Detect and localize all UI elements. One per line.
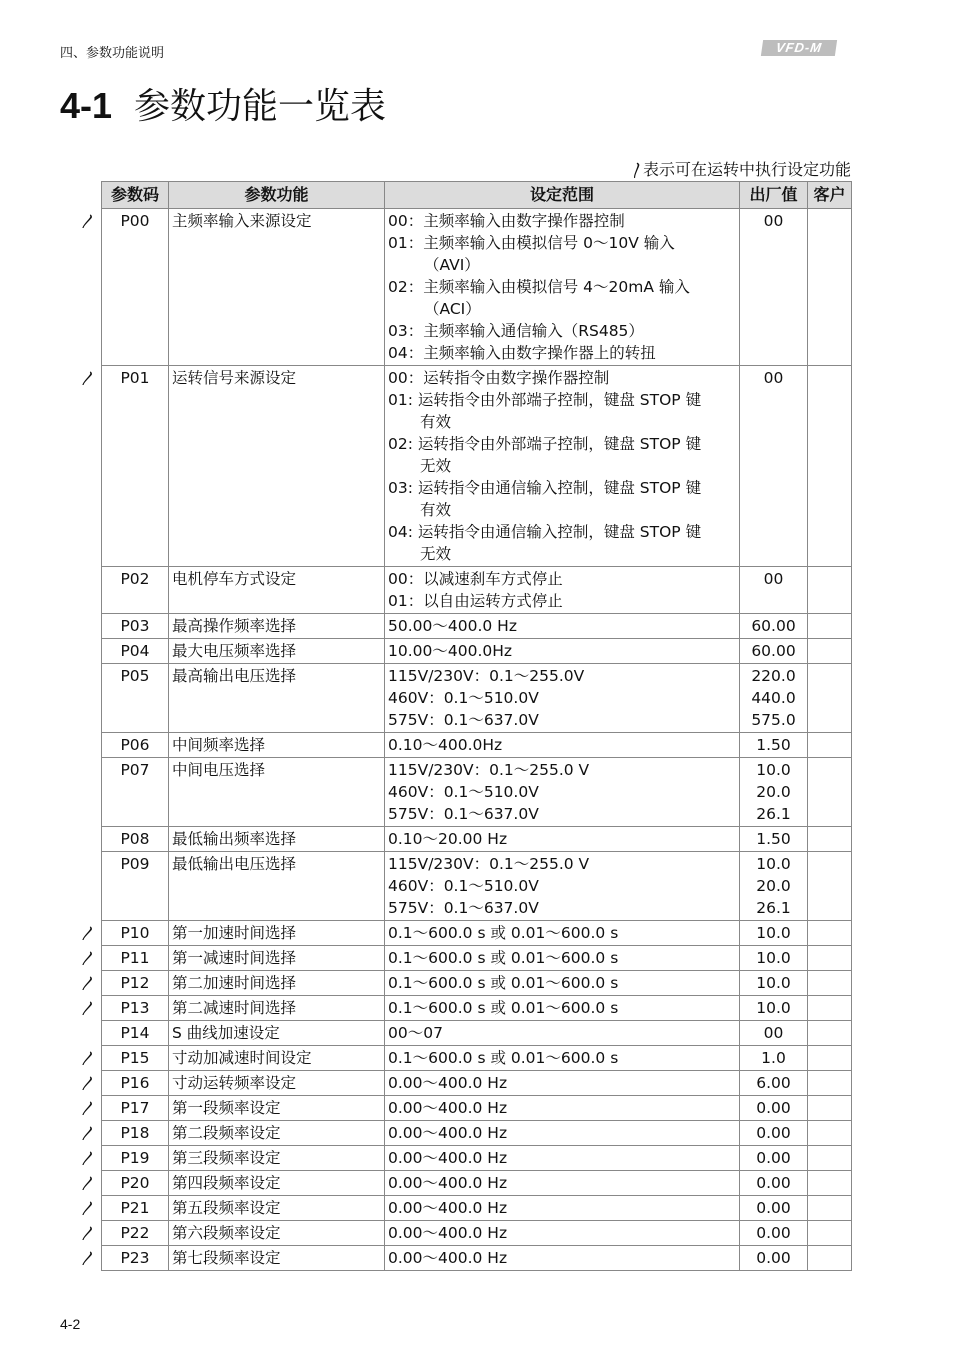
default-value: 1.50 xyxy=(756,736,791,754)
param-customer xyxy=(808,1046,852,1071)
default-value: 0.00 xyxy=(756,1099,791,1117)
param-range xyxy=(385,852,740,921)
table-row xyxy=(102,1246,852,1271)
default-value: 26.1 xyxy=(756,805,791,823)
range-line: 00～07 xyxy=(388,1024,443,1042)
param-default xyxy=(740,827,808,852)
param-default xyxy=(740,614,808,639)
param-default xyxy=(740,1021,808,1046)
range-line: 0.1～600.0 s 或 0.01～600.0 s xyxy=(388,999,619,1017)
range-line: 10.00～400.0Hz xyxy=(388,642,513,660)
param-code: P08 xyxy=(102,827,169,852)
col-header-code: 参数码 xyxy=(102,182,169,209)
param-range xyxy=(385,1146,740,1171)
param-function: 最低输出电压选择 xyxy=(169,852,385,921)
param-range xyxy=(385,921,740,946)
table-row xyxy=(102,758,852,827)
range-line: 0.10～20.00 Hz xyxy=(388,830,508,848)
legend-text: 表示可在运转中执行设定功能 xyxy=(642,160,851,179)
param-default xyxy=(740,366,808,567)
range-line: 115V/230V：0.1～255.0V xyxy=(388,667,585,685)
param-range xyxy=(385,614,740,639)
range-line: 460V：0.1～510.0V xyxy=(388,877,539,895)
range-line: 0.1～600.0 s 或 0.01～600.0 s xyxy=(388,924,619,942)
param-code: P17 xyxy=(102,1096,169,1121)
param-customer xyxy=(808,1221,852,1246)
param-function: 中间频率选择 xyxy=(169,733,385,758)
range-line: 02: 运转指令由外部端子控制，键盘 STOP 键 xyxy=(388,435,702,453)
title-text: 参数功能一览表 xyxy=(134,86,387,127)
param-range xyxy=(385,1246,740,1271)
param-function: S 曲线加速设定 xyxy=(169,1021,385,1046)
param-default xyxy=(740,209,808,366)
param-customer xyxy=(808,1121,852,1146)
param-code: P20 xyxy=(102,1171,169,1196)
default-value: 0.00 xyxy=(756,1174,791,1192)
runtime-settable-icon: 〳 xyxy=(80,1075,94,1092)
default-value: 00 xyxy=(763,369,784,387)
table-row xyxy=(102,614,852,639)
param-code: P10 xyxy=(102,921,169,946)
table-row xyxy=(102,1096,852,1121)
param-function: 第五段频率设定 xyxy=(169,1196,385,1221)
runtime-settable-icon: 〳 xyxy=(80,213,94,230)
default-value: 220.0 xyxy=(751,667,796,685)
table-row xyxy=(102,946,852,971)
param-default xyxy=(740,733,808,758)
param-default xyxy=(740,921,808,946)
param-default xyxy=(740,1121,808,1146)
param-function: 寸动加减速时间设定 xyxy=(169,1046,385,1071)
runtime-settable-icon: 〳 xyxy=(80,1225,94,1242)
range-line: 00：以减速刹车方式停止 xyxy=(388,570,563,588)
param-range xyxy=(385,946,740,971)
runtime-settable-icon: 〳 xyxy=(80,1150,94,1167)
table-row xyxy=(102,664,852,733)
default-value: 00 xyxy=(763,212,784,230)
table-header-row xyxy=(102,182,852,209)
default-value: 00 xyxy=(763,570,784,588)
range-line: 575V：0.1～637.0V xyxy=(388,805,539,823)
table-row xyxy=(102,209,852,366)
default-value: 20.0 xyxy=(756,877,791,895)
param-customer xyxy=(808,1071,852,1096)
default-value: 60.00 xyxy=(751,617,796,635)
runtime-settable-icon: 〳 xyxy=(627,161,646,181)
param-code: P18 xyxy=(102,1121,169,1146)
param-function: 最低输出频率选择 xyxy=(169,827,385,852)
runtime-settable-icon: 〳 xyxy=(80,925,94,942)
section-header: 四、参数功能说明 xyxy=(60,46,165,61)
param-range xyxy=(385,1021,740,1046)
table-row xyxy=(102,1221,852,1246)
param-customer xyxy=(808,827,852,852)
param-range xyxy=(385,733,740,758)
param-customer xyxy=(808,614,852,639)
param-code: P06 xyxy=(102,733,169,758)
runtime-settable-icon: 〳 xyxy=(80,950,94,967)
param-function: 第一加速时间选择 xyxy=(169,921,385,946)
param-default xyxy=(740,971,808,996)
range-line: 01：主频率输入由模拟信号 0～10V 输入 xyxy=(388,234,675,252)
page-title xyxy=(60,78,386,129)
param-function: 第一减速时间选择 xyxy=(169,946,385,971)
param-range xyxy=(385,366,740,567)
param-customer xyxy=(808,1196,852,1221)
range-line: 0.00～400.0 Hz xyxy=(388,1099,508,1117)
param-function: 最高操作频率选择 xyxy=(169,614,385,639)
param-customer xyxy=(808,639,852,664)
param-default xyxy=(740,1146,808,1171)
param-default xyxy=(740,664,808,733)
col-header-function: 参数功能 xyxy=(169,182,385,209)
runtime-settable-icon: 〳 xyxy=(80,975,94,992)
range-line: 有效 xyxy=(420,501,452,519)
runtime-settable-icon: 〳 xyxy=(80,1125,94,1142)
param-default xyxy=(740,639,808,664)
param-code: P16 xyxy=(102,1071,169,1096)
table-row xyxy=(102,1071,852,1096)
param-customer xyxy=(808,664,852,733)
range-line: 0.10～400.0Hz xyxy=(388,736,503,754)
range-line: 01：以自由运转方式停止 xyxy=(388,592,563,610)
col-header-range: 设定范围 xyxy=(385,182,740,209)
param-default xyxy=(740,1171,808,1196)
runtime-settable-icon: 〳 xyxy=(80,1250,94,1267)
param-customer xyxy=(808,733,852,758)
table-row xyxy=(102,1121,852,1146)
runtime-settable-icon: 〳 xyxy=(80,370,94,387)
param-default xyxy=(740,1221,808,1246)
param-code: P15 xyxy=(102,1046,169,1071)
param-default xyxy=(740,1196,808,1221)
param-customer xyxy=(808,1146,852,1171)
range-line: 575V：0.1～637.0V xyxy=(388,899,539,917)
param-range xyxy=(385,567,740,614)
range-line: 03：主频率输入通信输入（RS485） xyxy=(388,322,644,340)
table-row xyxy=(102,996,852,1021)
range-line: 0.00～400.0 Hz xyxy=(388,1124,508,1142)
param-code: P14 xyxy=(102,1021,169,1046)
default-value: 575.0 xyxy=(751,711,796,729)
param-function: 第三段频率设定 xyxy=(169,1146,385,1171)
param-code: P22 xyxy=(102,1221,169,1246)
param-range xyxy=(385,971,740,996)
range-line: 0.00～400.0 Hz xyxy=(388,1074,508,1092)
default-value: 10.0 xyxy=(756,924,791,942)
table-row xyxy=(102,921,852,946)
default-value: 1.50 xyxy=(756,830,791,848)
range-line: 0.00～400.0 Hz xyxy=(388,1224,508,1242)
param-range xyxy=(385,827,740,852)
table-row xyxy=(102,733,852,758)
range-line: 460V：0.1～510.0V xyxy=(388,783,539,801)
param-function: 第二段频率设定 xyxy=(169,1121,385,1146)
param-customer xyxy=(808,1021,852,1046)
param-customer xyxy=(808,971,852,996)
col-header-default: 出厂值 xyxy=(740,182,808,209)
param-range xyxy=(385,1096,740,1121)
param-function: 第一段频率设定 xyxy=(169,1096,385,1121)
param-code: P02 xyxy=(102,567,169,614)
default-value: 0.00 xyxy=(756,1149,791,1167)
param-code: P23 xyxy=(102,1246,169,1271)
param-code: P05 xyxy=(102,664,169,733)
range-line: 0.00～400.0 Hz xyxy=(388,1199,508,1217)
param-default xyxy=(740,852,808,921)
param-range xyxy=(385,1196,740,1221)
range-line: （ACI） xyxy=(424,300,481,318)
range-line: 0.00～400.0 Hz xyxy=(388,1149,508,1167)
param-function: 第二加速时间选择 xyxy=(169,971,385,996)
param-default xyxy=(740,567,808,614)
param-customer xyxy=(808,209,852,366)
param-range xyxy=(385,1046,740,1071)
default-value: 10.0 xyxy=(756,949,791,967)
default-value: 10.0 xyxy=(756,761,791,779)
range-line: 0.1～600.0 s 或 0.01～600.0 s xyxy=(388,949,619,967)
range-line: 00：主频率输入由数字操作器控制 xyxy=(388,212,625,230)
table-row xyxy=(102,1021,852,1046)
param-range xyxy=(385,639,740,664)
param-function: 主频率输入来源设定 xyxy=(169,209,385,366)
param-customer xyxy=(808,1171,852,1196)
range-line: 00：运转指令由数字操作器控制 xyxy=(388,369,610,387)
table-row xyxy=(102,1046,852,1071)
param-customer xyxy=(808,1096,852,1121)
param-code: P03 xyxy=(102,614,169,639)
param-default xyxy=(740,1246,808,1271)
param-function: 寸动运转频率设定 xyxy=(169,1071,385,1096)
param-range xyxy=(385,209,740,366)
default-value: 0.00 xyxy=(756,1249,791,1267)
table-body xyxy=(102,209,852,1271)
range-line: 0.00～400.0 Hz xyxy=(388,1249,508,1267)
default-value: 440.0 xyxy=(751,689,796,707)
range-line: 无效 xyxy=(420,545,452,563)
param-customer xyxy=(808,946,852,971)
table-row xyxy=(102,1196,852,1221)
default-value: 6.00 xyxy=(756,1074,791,1092)
param-function: 最大电压频率选择 xyxy=(169,639,385,664)
table-row xyxy=(102,366,852,567)
param-code: P01 xyxy=(102,366,169,567)
param-default xyxy=(740,946,808,971)
range-line: 0.00～400.0 Hz xyxy=(388,1174,508,1192)
param-function: 电机停车方式设定 xyxy=(169,567,385,614)
range-line: 04：主频率输入由数字操作器上的转扭 xyxy=(388,344,656,362)
param-function: 第七段频率设定 xyxy=(169,1246,385,1271)
param-code: P19 xyxy=(102,1146,169,1171)
default-value: 10.0 xyxy=(756,999,791,1017)
param-range xyxy=(385,1221,740,1246)
param-code: P07 xyxy=(102,758,169,827)
range-line: 50.00～400.0 Hz xyxy=(388,617,517,635)
param-code: P21 xyxy=(102,1196,169,1221)
param-function: 中间电压选择 xyxy=(169,758,385,827)
range-line: 02：主频率输入由模拟信号 4～20mA 输入 xyxy=(388,278,690,296)
page-number: 4-2 xyxy=(60,1316,81,1332)
param-default xyxy=(740,1071,808,1096)
param-default xyxy=(740,996,808,1021)
brand-logo: VFD-M xyxy=(761,40,837,56)
runtime-settable-icon: 〳 xyxy=(80,1200,94,1217)
runtime-settable-icon: 〳 xyxy=(80,1050,94,1067)
col-header-customer: 客户 xyxy=(808,182,852,209)
param-code: P00 xyxy=(102,209,169,366)
param-code: P04 xyxy=(102,639,169,664)
default-value: 10.0 xyxy=(756,855,791,873)
param-function: 第二减速时间选择 xyxy=(169,996,385,1021)
range-line: 01: 运转指令由外部端子控制，键盘 STOP 键 xyxy=(388,391,702,409)
default-value: 60.00 xyxy=(751,642,796,660)
param-customer xyxy=(808,758,852,827)
param-default xyxy=(740,1046,808,1071)
param-range xyxy=(385,996,740,1021)
range-line: 04: 运转指令由通信输入控制，键盘 STOP 键 xyxy=(388,523,702,541)
runtime-settable-icon: 〳 xyxy=(80,1100,94,1117)
range-line: 460V：0.1～510.0V xyxy=(388,689,539,707)
table-row xyxy=(102,639,852,664)
table-row xyxy=(102,567,852,614)
range-line: 575V：0.1～637.0V xyxy=(388,711,539,729)
param-customer xyxy=(808,366,852,567)
param-range xyxy=(385,1121,740,1146)
param-customer xyxy=(808,567,852,614)
param-customer xyxy=(808,1246,852,1271)
title-number: 4-1 xyxy=(60,85,113,126)
table-row xyxy=(102,971,852,996)
param-function: 第四段频率设定 xyxy=(169,1171,385,1196)
param-range xyxy=(385,664,740,733)
default-value: 26.1 xyxy=(756,899,791,917)
param-function: 最高输出电压选择 xyxy=(169,664,385,733)
range-line: 03: 运转指令由通信输入控制，键盘 STOP 键 xyxy=(388,479,702,497)
default-value: 00 xyxy=(763,1024,784,1042)
param-function: 运转信号来源设定 xyxy=(169,366,385,567)
param-range xyxy=(385,1071,740,1096)
range-line: 115V/230V：0.1～255.0 V xyxy=(388,761,590,779)
default-value: 0.00 xyxy=(756,1199,791,1217)
param-default xyxy=(740,758,808,827)
param-code: P11 xyxy=(102,946,169,971)
param-customer xyxy=(808,996,852,1021)
table-row xyxy=(102,827,852,852)
param-code: P13 xyxy=(102,996,169,1021)
default-value: 0.00 xyxy=(756,1224,791,1242)
param-code: P12 xyxy=(102,971,169,996)
default-value: 1.0 xyxy=(761,1049,786,1067)
range-line: 0.1～600.0 s 或 0.01～600.0 s xyxy=(388,1049,619,1067)
runtime-settable-icon: 〳 xyxy=(80,1000,94,1017)
default-value: 20.0 xyxy=(756,783,791,801)
table-row xyxy=(102,852,852,921)
range-line: 有效 xyxy=(420,413,452,431)
range-line: 115V/230V：0.1～255.0 V xyxy=(388,855,590,873)
table-row xyxy=(102,1146,852,1171)
runtime-settable-icon: 〳 xyxy=(80,1175,94,1192)
range-line: 0.1～600.0 s 或 0.01～600.0 s xyxy=(388,974,619,992)
param-customer xyxy=(808,852,852,921)
param-code: P09 xyxy=(102,852,169,921)
range-line: 无效 xyxy=(420,457,452,475)
table-row xyxy=(102,1171,852,1196)
default-value: 10.0 xyxy=(756,974,791,992)
default-value: 0.00 xyxy=(756,1124,791,1142)
legend xyxy=(629,157,851,180)
range-line: （AVI） xyxy=(424,256,480,274)
parameter-table xyxy=(101,181,852,1271)
param-range xyxy=(385,758,740,827)
param-default xyxy=(740,1096,808,1121)
param-range xyxy=(385,1171,740,1196)
param-function: 第六段频率设定 xyxy=(169,1221,385,1246)
param-customer xyxy=(808,921,852,946)
